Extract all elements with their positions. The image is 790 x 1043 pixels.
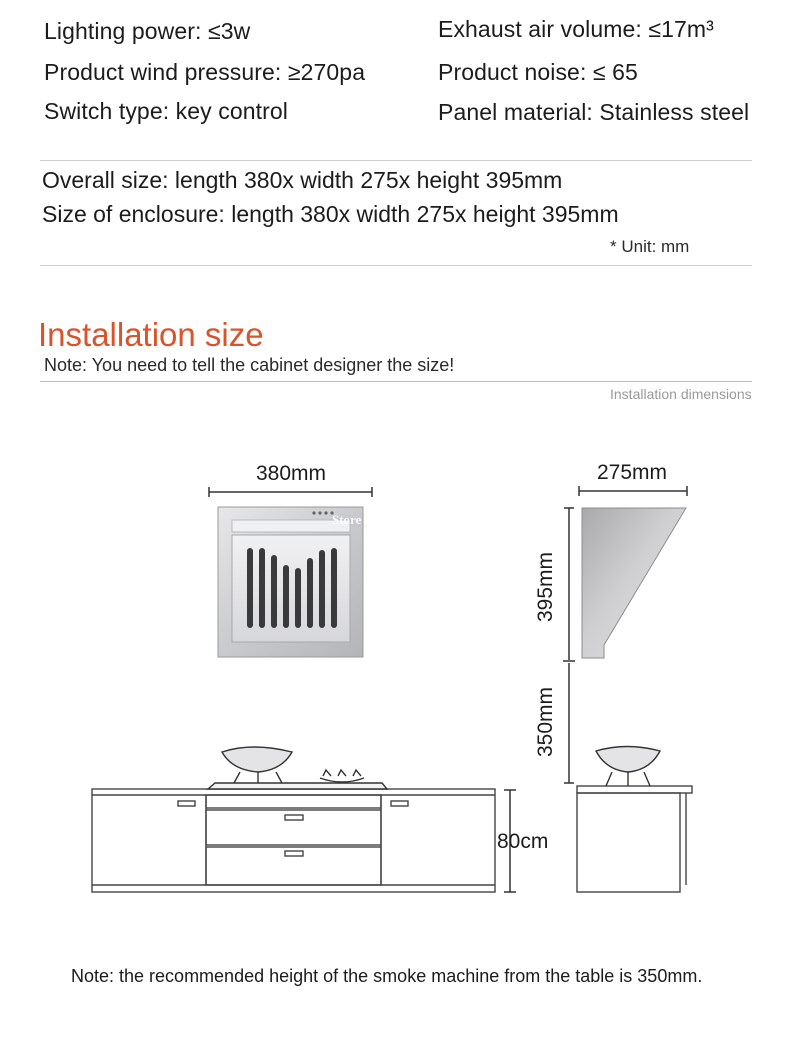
clearance-dimension: [563, 661, 575, 783]
cabinet-side-view: [577, 786, 692, 892]
spec-panel-material: Panel material: Stainless steel: [438, 99, 750, 125]
hood-height-dimension: [564, 508, 574, 660]
spec-lighting-power: Lighting power: ≤3w: [44, 18, 251, 44]
front-width-dimension: [209, 487, 372, 497]
clearance-label: 350mm: [534, 686, 557, 758]
cabinet-front-view: [92, 789, 495, 892]
stove-side: [596, 747, 660, 787]
counter-height-label: 80cm: [497, 830, 549, 853]
installation-note: Note: You need to tell the cabinet designer the size!: [44, 355, 455, 375]
hood-height-label: 395mm: [534, 551, 557, 623]
spec-noise: Product noise: ≤ 65: [438, 59, 638, 85]
stove-front: [208, 747, 387, 789]
footer-note: Note: the recommended height of the smoke machine from the table is 350mm.: [71, 966, 703, 986]
front-width-label: 380mm: [256, 462, 327, 485]
spec-exhaust-air-volume: Exhaust air volume: ≤17m³: [438, 16, 714, 42]
installation-subtitle: Installation dimensions: [610, 386, 752, 402]
watermark: Store No.1102126268: [331, 512, 449, 527]
side-width-dimension: [579, 486, 687, 496]
enclosure-size: Size of enclosure: length 380x width 275x height 395mm: [42, 201, 619, 227]
spec-wind-pressure: Product wind pressure: ≥270pa: [44, 59, 366, 85]
hood-front-view: [218, 507, 449, 657]
spec-switch-type: Switch type: key control: [44, 98, 289, 124]
section-title: Installation size: [38, 316, 264, 353]
hood-side-view: [582, 508, 686, 658]
unit-note: * Unit: mm: [610, 237, 690, 256]
overall-size: Overall size: length 380x width 275x height 395mm: [42, 167, 563, 193]
side-width-label: 275mm: [597, 461, 668, 484]
